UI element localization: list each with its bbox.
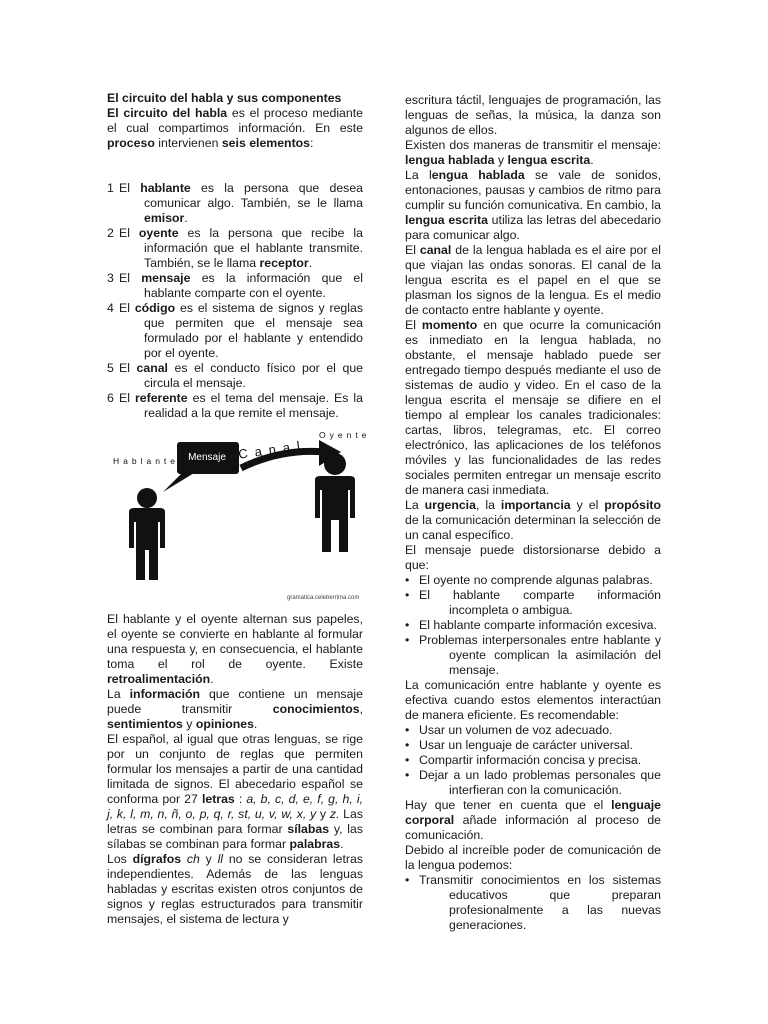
bold-run: lengua escrita — [507, 153, 591, 167]
bullet-marker: • — [405, 573, 410, 587]
bold-run: sentimientos — [107, 717, 183, 731]
list-number: 3 — [107, 271, 114, 285]
text-run: escritura táctil, lenguajes de programación, las lenguas de señas, la música, la danza son algunos de ellos. — [405, 93, 661, 137]
paragraph — [107, 687, 363, 732]
bold-run: oyente — [138, 226, 179, 240]
bold-run: opiniones — [195, 717, 254, 731]
text-run: es el sistema de signos y reglas que permiten que el mensaje sea formulado por el hablante y entendido por el oyente. — [144, 301, 363, 360]
text-run: y — [182, 717, 196, 731]
text-run: . — [210, 672, 214, 686]
bold-run: conocimientos — [272, 702, 360, 716]
text-run: El — [119, 226, 139, 240]
bullet-text: El hablante comparte información excesiva. — [419, 618, 657, 632]
bullet-text: Compartir información concisa y precisa. — [419, 753, 642, 767]
list-number: 1 — [107, 181, 114, 195]
bold-run: sílabas — [287, 822, 330, 836]
intro-paragraph — [107, 106, 363, 151]
text-run: Debido al increíble poder de comunicación de la lengua podemos: — [405, 843, 661, 872]
list-item — [107, 301, 363, 361]
bullet-item — [405, 588, 661, 618]
bullet-marker: • — [405, 633, 410, 647]
left-column — [107, 91, 371, 927]
text-run: El — [119, 271, 142, 285]
bold-run: engua hablada — [431, 168, 525, 182]
bullet-item — [405, 633, 661, 678]
text-run: es el proceso mediante el cual compartimos información. En este — [107, 106, 363, 135]
text-run: . — [590, 153, 594, 167]
bullet-marker: • — [405, 768, 410, 782]
bullet-item — [405, 753, 661, 768]
canal-label: Canal — [237, 437, 308, 462]
text-run: : — [234, 792, 247, 806]
paragraph — [405, 243, 661, 318]
text-run: intervienen — [154, 136, 222, 150]
text-run: , la — [475, 498, 501, 512]
list-item — [107, 226, 363, 271]
paragraph — [405, 93, 661, 138]
bold-run: emisor — [144, 211, 185, 225]
list-item — [107, 271, 363, 301]
text-run: El — [119, 391, 135, 405]
bold-run: mensaje — [141, 271, 191, 285]
bullet-marker: • — [405, 753, 410, 767]
text-run: y — [494, 153, 508, 167]
italic-run: ll — [217, 852, 224, 866]
bullet-item — [405, 873, 661, 933]
text-run: . — [184, 211, 188, 225]
paragraph — [405, 168, 661, 243]
paragraph — [405, 543, 661, 573]
text-run: es el tema del mensaje. Es la realidad a la que remite el mensaje. — [144, 391, 363, 420]
right-paragraphs — [405, 93, 661, 573]
text-run: es la persona que desea comunicar algo. También, se le llama — [144, 181, 363, 210]
bold-run: receptor — [259, 256, 309, 270]
italic-run: z. — [329, 807, 340, 821]
text-run: y, las sílabas se combinan para formar — [107, 822, 363, 851]
bold-run: urgencia — [424, 498, 476, 512]
bold-run: retroalimentación — [107, 672, 211, 686]
bullet-marker: • — [405, 618, 410, 632]
list-item — [107, 181, 363, 226]
elements-list — [107, 181, 363, 421]
text-run: y el — [570, 498, 605, 512]
bullet-item — [405, 738, 661, 753]
text-run: La — [107, 687, 130, 701]
list-text — [119, 391, 363, 420]
text-run: en que ocurre la comunicación es inmediato en la lengua hablada, no obstante, el mensaje hablado puede ser entregado tiempo después mediante el uso de sistemas de audio y video. En el caso de la lengua escrita el mensaje se difiere en el tiempo al emplear los canales tradicionales: cartas, libros, telegramas, etc. El correo electrónico, las aplicaciones de los teléfonos móviles y las funcionalidades de las redes sociales permiten entregar un mensaje escrito de manera casi inmediata. — [405, 318, 661, 497]
text-run: La — [405, 498, 425, 512]
bullet-text: Usar un lenguaje de carácter universal. — [419, 738, 633, 752]
bullet-marker: • — [405, 723, 410, 737]
bullet-marker: • — [405, 873, 410, 887]
body-language-paragraph — [405, 798, 661, 843]
bold-run: dígrafos — [132, 852, 182, 866]
right-column — [405, 93, 661, 933]
bullet-text: El oyente no comprende algunas palabras. — [419, 573, 653, 587]
bullet-text: Usar un volumen de voz adecuado. — [419, 723, 613, 737]
hablante-label: Hablante — [113, 456, 180, 466]
text-run: no se consideran letras independientes. Además de las lenguas habladas y escritas existen otros conjuntos de signos y reglas estructurados para transmitir mensajes, el sistema de lectura y — [107, 852, 364, 926]
bullet-item — [405, 618, 661, 633]
text-run: El español, al igual que otras lenguas, se rige por un conjunto de reglas que permiten formular los mensajes a partir de una cantidad limitada de signos. El abecedario español se conforma por 27 — [107, 732, 363, 806]
bullet-text: Dejar a un lado problemas personales que interfieran con la comunicación. — [419, 768, 661, 797]
bullet-item — [405, 573, 661, 588]
bullet-text: El hablante comparte información incompleta o ambigua. — [419, 588, 661, 617]
bold-run: propósito — [604, 498, 661, 512]
bullet-item — [405, 768, 661, 798]
paragraph — [107, 852, 363, 927]
text-run: El mensaje puede distorsionarse debido a que: — [405, 543, 661, 572]
list-number: 4 — [107, 301, 114, 315]
list-number: 5 — [107, 361, 114, 375]
text-run: Hay que tener en cuenta que el — [405, 798, 612, 812]
bullet-text: Problemas interpersonales entre hablante y oyente complican la asimilación del mensaje. — [419, 633, 661, 677]
bullet-marker: • — [405, 588, 410, 602]
text-run: El hablante y el oyente alternan sus papeles, el oyente se convierte en hablante al formular una respuesta y, en consecuencia, el hablante toma el rol de oyente. Existe — [107, 612, 363, 671]
bold-run: código — [134, 301, 176, 315]
effective-paragraph — [405, 678, 661, 723]
bold-run: El circuito del habla — [107, 106, 228, 120]
text-run: de la comunicación determinan la selección de un canal específico. — [405, 513, 661, 542]
bold-run: hablante — [140, 181, 191, 195]
power-paragraph — [405, 843, 661, 873]
italic-run: a, b, c, d, e, f, g, h, i, j, k, l, m, n, ñ, o, p, q, r, st, u, v, w, x, y — [107, 792, 363, 821]
list-text — [119, 226, 363, 270]
bold-run: palabras — [289, 837, 341, 851]
bold-run: canal — [419, 243, 452, 257]
text-run: añade información al proceso de comunicación. — [405, 813, 661, 842]
bullet-item — [405, 723, 661, 738]
bold-run: proceso — [107, 136, 155, 150]
paragraph — [405, 498, 661, 543]
bold-run: seis elementos — [221, 136, 311, 150]
list-text — [119, 301, 363, 360]
text-run: , — [359, 702, 363, 716]
bold-run: lenguaje corporal — [405, 798, 661, 827]
document-title: El circuito del habla y sus componentes — [107, 91, 342, 105]
mensaje-bubble-label: Mensaje — [188, 452, 226, 463]
text-run: . — [308, 256, 313, 270]
list-number: 2 — [107, 226, 114, 240]
bold-run: información — [129, 687, 201, 701]
distortion-list — [405, 573, 661, 678]
bullet-text: Transmitir conocimientos en los sistemas educativos que preparan profesionalmente a las nuevas generaciones. — [419, 873, 661, 932]
bold-run: importancia — [500, 498, 571, 512]
communication-diagram — [107, 426, 371, 608]
list-item — [107, 361, 363, 391]
text-run: : — [310, 136, 314, 150]
paragraph — [107, 732, 363, 852]
text-run: utiliza las letras del abecedario para comunicar algo. — [405, 213, 661, 242]
left-paragraphs — [107, 612, 363, 927]
text-run: que contiene un mensaje puede transmitir — [107, 687, 363, 716]
text-run: . — [253, 717, 258, 731]
text-run: es la información que el hablante comparte con el oyente. — [144, 271, 363, 300]
italic-run: ch — [186, 852, 200, 866]
text-run: y — [199, 852, 218, 866]
text-run: El — [119, 181, 141, 195]
text-run: La comunicación entre hablante y oyente es efectiva cuando estos elementos interactúan de manera eficiente. Es recomendable: — [405, 678, 661, 722]
bold-run: referente — [134, 391, 188, 405]
text-run: se vale de sonidos, entonaciones, pausas y cambios de ritmo para cumplir su función comunicativa. En cambio, la — [405, 168, 661, 212]
text-run: Existen dos maneras de transmitir el mensaje: — [405, 138, 661, 152]
text-run: de la lengua hablada es el aire por el que viajan las ondas sonoras. El canal de la lengua escrita es el papel en el que se plasman los signos de la lengua. Es el medio de contacto entre hablante y oyente. — [405, 243, 661, 317]
power-list — [405, 873, 661, 933]
text-run: El — [405, 243, 420, 257]
image-credit: gramatica.celeberrima.com — [287, 595, 360, 601]
bold-run: letras — [201, 792, 235, 806]
bold-run: canal — [136, 361, 168, 375]
text-run: Las letras se combinan para formar — [107, 807, 364, 836]
text-run: es la persona que recibe la información que el hablante transmite. También, se le llama — [144, 226, 363, 270]
bold-run: lengua hablada — [405, 153, 495, 167]
list-text — [119, 361, 363, 390]
bold-run: lengua escrita — [405, 213, 488, 227]
list-item — [107, 391, 363, 421]
text-run: La l — [405, 168, 432, 182]
oyente-label: Oyente — [319, 430, 371, 440]
paragraph — [107, 612, 363, 687]
paragraph — [405, 138, 661, 168]
paragraph — [405, 318, 661, 498]
list-number: 6 — [107, 391, 114, 405]
list-text — [119, 181, 363, 225]
text-run: El — [119, 361, 137, 375]
bold-run: momento — [421, 318, 478, 332]
text-run: El — [119, 301, 135, 315]
text-run: es el conducto físico por el que circula el mensaje. — [144, 361, 363, 390]
text-run: Los — [107, 852, 133, 866]
text-run: . — [340, 837, 344, 851]
bullet-marker: • — [405, 738, 410, 752]
text-run: y — [316, 807, 330, 821]
list-text — [119, 271, 363, 300]
recommend-list — [405, 723, 661, 798]
text-run: El — [405, 318, 422, 332]
